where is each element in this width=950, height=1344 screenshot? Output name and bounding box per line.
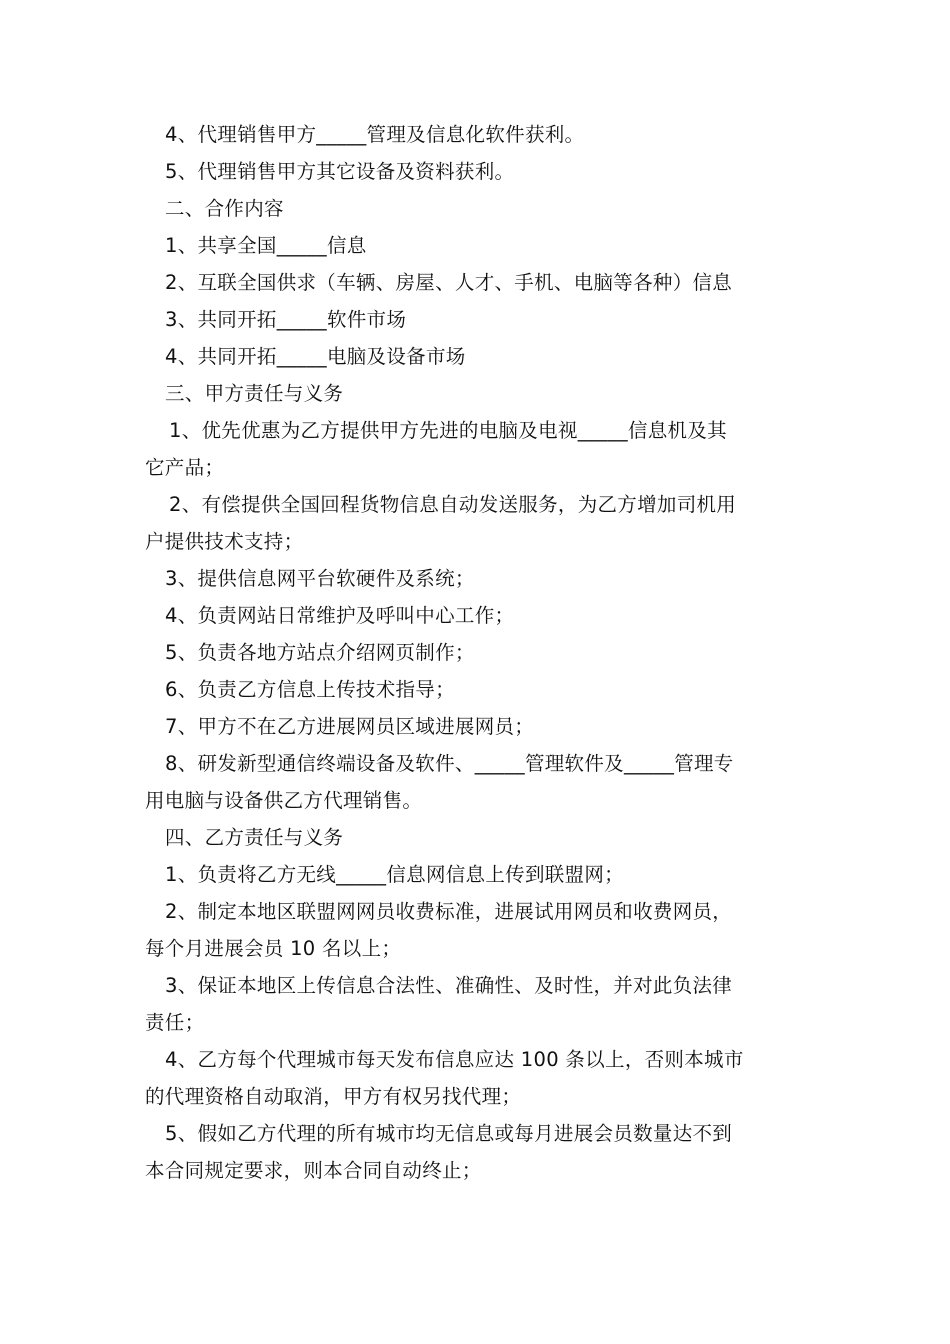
text-line: 4、共同开拓_____电脑及设备市场 — [165, 345, 466, 368]
section-heading: 二、合作内容 — [165, 197, 284, 220]
text-line: 3、保证本地区上传信息合法性、准确性、及时性，并对此负法律 — [165, 974, 733, 997]
text-line: 3、共同开拓_____软件市场 — [165, 308, 407, 331]
text-line: 责任； — [145, 1011, 205, 1034]
text-line: 7、甲方不在乙方进展网员区域进展网员； — [165, 715, 535, 738]
text-line: 2、互联全国供求（车辆、房屋、人才、手机、电脑等各种）信息 — [165, 271, 733, 294]
text-line: 户提供技术支持； — [145, 530, 304, 553]
text-line: 每个月进展会员 10 名以上； — [145, 937, 402, 960]
text-line: 用电脑与设备供乙方代理销售。 — [145, 789, 423, 812]
text-line: 5、假如乙方代理的所有城市均无信息或每月进展会员数量达不到 — [165, 1122, 733, 1145]
text-line: 4、负责网站日常维护及呼叫中心工作； — [165, 604, 515, 627]
text-line: 它产品； — [145, 456, 225, 479]
text-line: 3、提供信息网平台软硬件及系统； — [165, 567, 475, 590]
text-line: 4、乙方每个代理城市每天发布信息应达 100 条以上，否则本城市 — [165, 1048, 744, 1071]
text-line: 5、代理销售甲方其它设备及资料获利。 — [165, 160, 515, 183]
text-line: 的代理资格自动取消，甲方有权另找代理； — [145, 1085, 522, 1108]
text-line: 4、代理销售甲方_____管理及信息化软件获利。 — [165, 123, 585, 146]
text-line: 2、有偿提供全国回程货物信息自动发送服务，为乙方增加司机用 — [169, 493, 737, 516]
section-heading: 四、乙方责任与义务 — [165, 826, 344, 849]
text-line: 1、负责将乙方无线_____信息网信息上传到联盟网； — [165, 863, 624, 886]
text-line: 2、制定本地区联盟网网员收费标准，进展试用网员和收费网员， — [165, 900, 733, 923]
text-line: 8、研发新型通信终端设备及软件、_____管理软件及_____管理专 — [165, 752, 734, 775]
text-line: 5、负责各地方站点介绍网页制作； — [165, 641, 475, 664]
text-line: 1、优先优惠为乙方提供甲方先进的电脑及电视_____信息机及其 — [169, 419, 727, 442]
text-line: 本合同规定要求，则本合同自动终止； — [145, 1159, 482, 1182]
section-heading: 三、甲方责任与义务 — [165, 382, 344, 405]
text-line: 6、负责乙方信息上传技术指导； — [165, 678, 455, 701]
text-line: 1、共享全国_____信息 — [165, 234, 367, 257]
document-page — [145, 116, 810, 1189]
